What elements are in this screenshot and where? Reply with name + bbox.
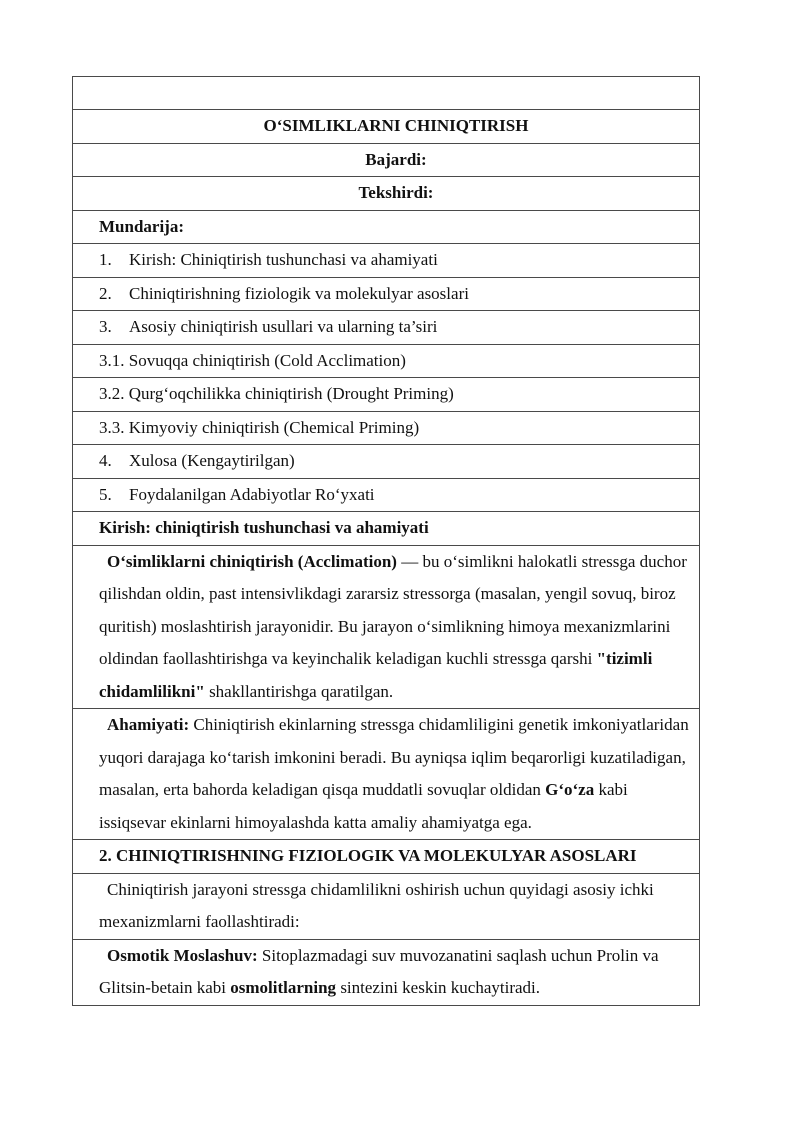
toc-item [73, 311, 700, 345]
toc-row [73, 411, 700, 445]
intro-heading: Kirish: chiniqtirish tushunchasi va ahamiyati [73, 512, 700, 546]
paragraph-text: kabi issiqsevar ekinlarni himoyalashda katta amaliy ahamiyatga ega. [99, 780, 628, 832]
toc-item-text: Xulosa (Kengaytirilgan) [129, 451, 295, 470]
table-row [73, 939, 700, 1005]
toc-item-number: 4. [99, 451, 112, 470]
table-row [73, 840, 700, 874]
toc-item [73, 411, 700, 445]
acclimation-term: O‘simliklarni chiniqtirish (Acclimation) [107, 551, 397, 571]
toc-item [73, 478, 700, 512]
toc-row [73, 478, 700, 512]
osmotic-adjustment-paragraph [73, 939, 700, 1005]
toc-item [73, 445, 700, 479]
toc-item-number: 5. [99, 484, 112, 504]
toc-item-text: Chiniqtirishning fiziologik va molekulyar asoslari [129, 283, 469, 303]
paragraph-text: Sitoplazmadagi suv muvozanatini saqlash uchun Prolin va Glitsin-betain kabi [99, 945, 659, 997]
table-row [73, 143, 700, 177]
empty-header-cell [73, 77, 700, 110]
toc-item-text: Asosiy chiniqtirish usullari va ularning ta’siri [129, 317, 438, 336]
document-title: O‘SIMLIKLARNI CHINIQTIRISH [73, 110, 700, 144]
toc-item-text: 3.3. Kimyoviy chiniqtirish (Chemical Priming) [99, 417, 420, 437]
intro-paragraph-importance [73, 709, 700, 840]
table-row [73, 177, 700, 211]
section2-heading: 2. CHINIQTIRISHNING FIZIOLOGIK VA MOLEKULYAR ASOSLARI [73, 840, 700, 874]
osmolytes-term: osmolitlarning [230, 978, 337, 997]
importance-label: Ahamiyati: [107, 715, 190, 734]
toc-item [73, 244, 700, 278]
tekshirdi-label: Tekshirdi: [73, 177, 700, 211]
toc-row [73, 311, 700, 345]
toc-row [73, 344, 700, 378]
toc-row [73, 378, 700, 412]
table-row [73, 709, 700, 840]
toc-item [73, 378, 700, 412]
toc-row [73, 445, 700, 479]
toc-item-text: Kirish: Chiniqtirish tushunchasi va ahamiyati [129, 250, 438, 269]
table-row [73, 512, 700, 546]
systemic-resistance-term: "tizimli chidamlilikni" [99, 649, 653, 701]
toc-item-number: 3. [99, 317, 112, 336]
section2-intro [73, 873, 700, 939]
bajardi-label: Bajardi: [73, 143, 700, 177]
table-row [73, 545, 700, 709]
paragraph-text: Chiniqtirish ekinlarning stressga chidamliligini genetik imkoniyatlaridan yuqori darajaga ko‘tarish imkonini beradi. Bu ayniqsa iqlim beqarorligi kuzatiladigan, masalan, erta bahorda keladigan qisqa muddatli sovuqlar oldidan [99, 715, 689, 799]
paragraph-text: — bu o‘simlikni halokatli stressga duchor qilishdan oldin, past intensivlikdagi zararsiz stressorga (masalan, yengil sovuq, biroz quritish) moslashtirish jarayonidir. Bu jarayon o‘simlikning himoya mexanizmlarini oldindan faollashtirishga va keyinchalik keladigan kuchli stressga qarshi [99, 551, 687, 668]
intro-paragraph-acclimation [73, 545, 700, 709]
toc-item-number: 1. [99, 250, 112, 269]
toc-item-text: 3.1. Sovuqqa chiniqtirish (Cold Acclimation) [99, 350, 406, 370]
table-row [73, 873, 700, 939]
toc-item [73, 344, 700, 378]
toc-item-number: 2. [99, 283, 112, 303]
toc-row [73, 277, 700, 311]
paragraph-text: sintezini keskin kuchaytiradi. [336, 978, 541, 997]
paragraph-text: Chiniqtirish jarayoni stressga chidamlilikni oshirish uchun quyidagi asosiy ichki mexanizmlarni faollashtiradi: [99, 879, 654, 931]
table-row [73, 77, 700, 110]
document-table [72, 76, 700, 1006]
toc-item-text: Foydalanilgan Adabiyotlar Ro‘yxati [129, 484, 375, 504]
table-row [73, 110, 700, 144]
toc-heading: Mundarija: [73, 210, 700, 244]
cotton-term: G‘o‘za [545, 780, 595, 799]
document-page [72, 76, 700, 1006]
toc-item [73, 277, 700, 311]
osmotic-adjustment-term: Osmotik Moslashuv: [107, 945, 258, 965]
toc-item-text: 3.2. Qurg‘oqchilikka chiniqtirish (Drought Priming) [99, 384, 454, 403]
table-row [73, 210, 700, 244]
toc-row [73, 244, 700, 278]
paragraph-text: shakllantirishga qaratilgan. [204, 681, 394, 701]
